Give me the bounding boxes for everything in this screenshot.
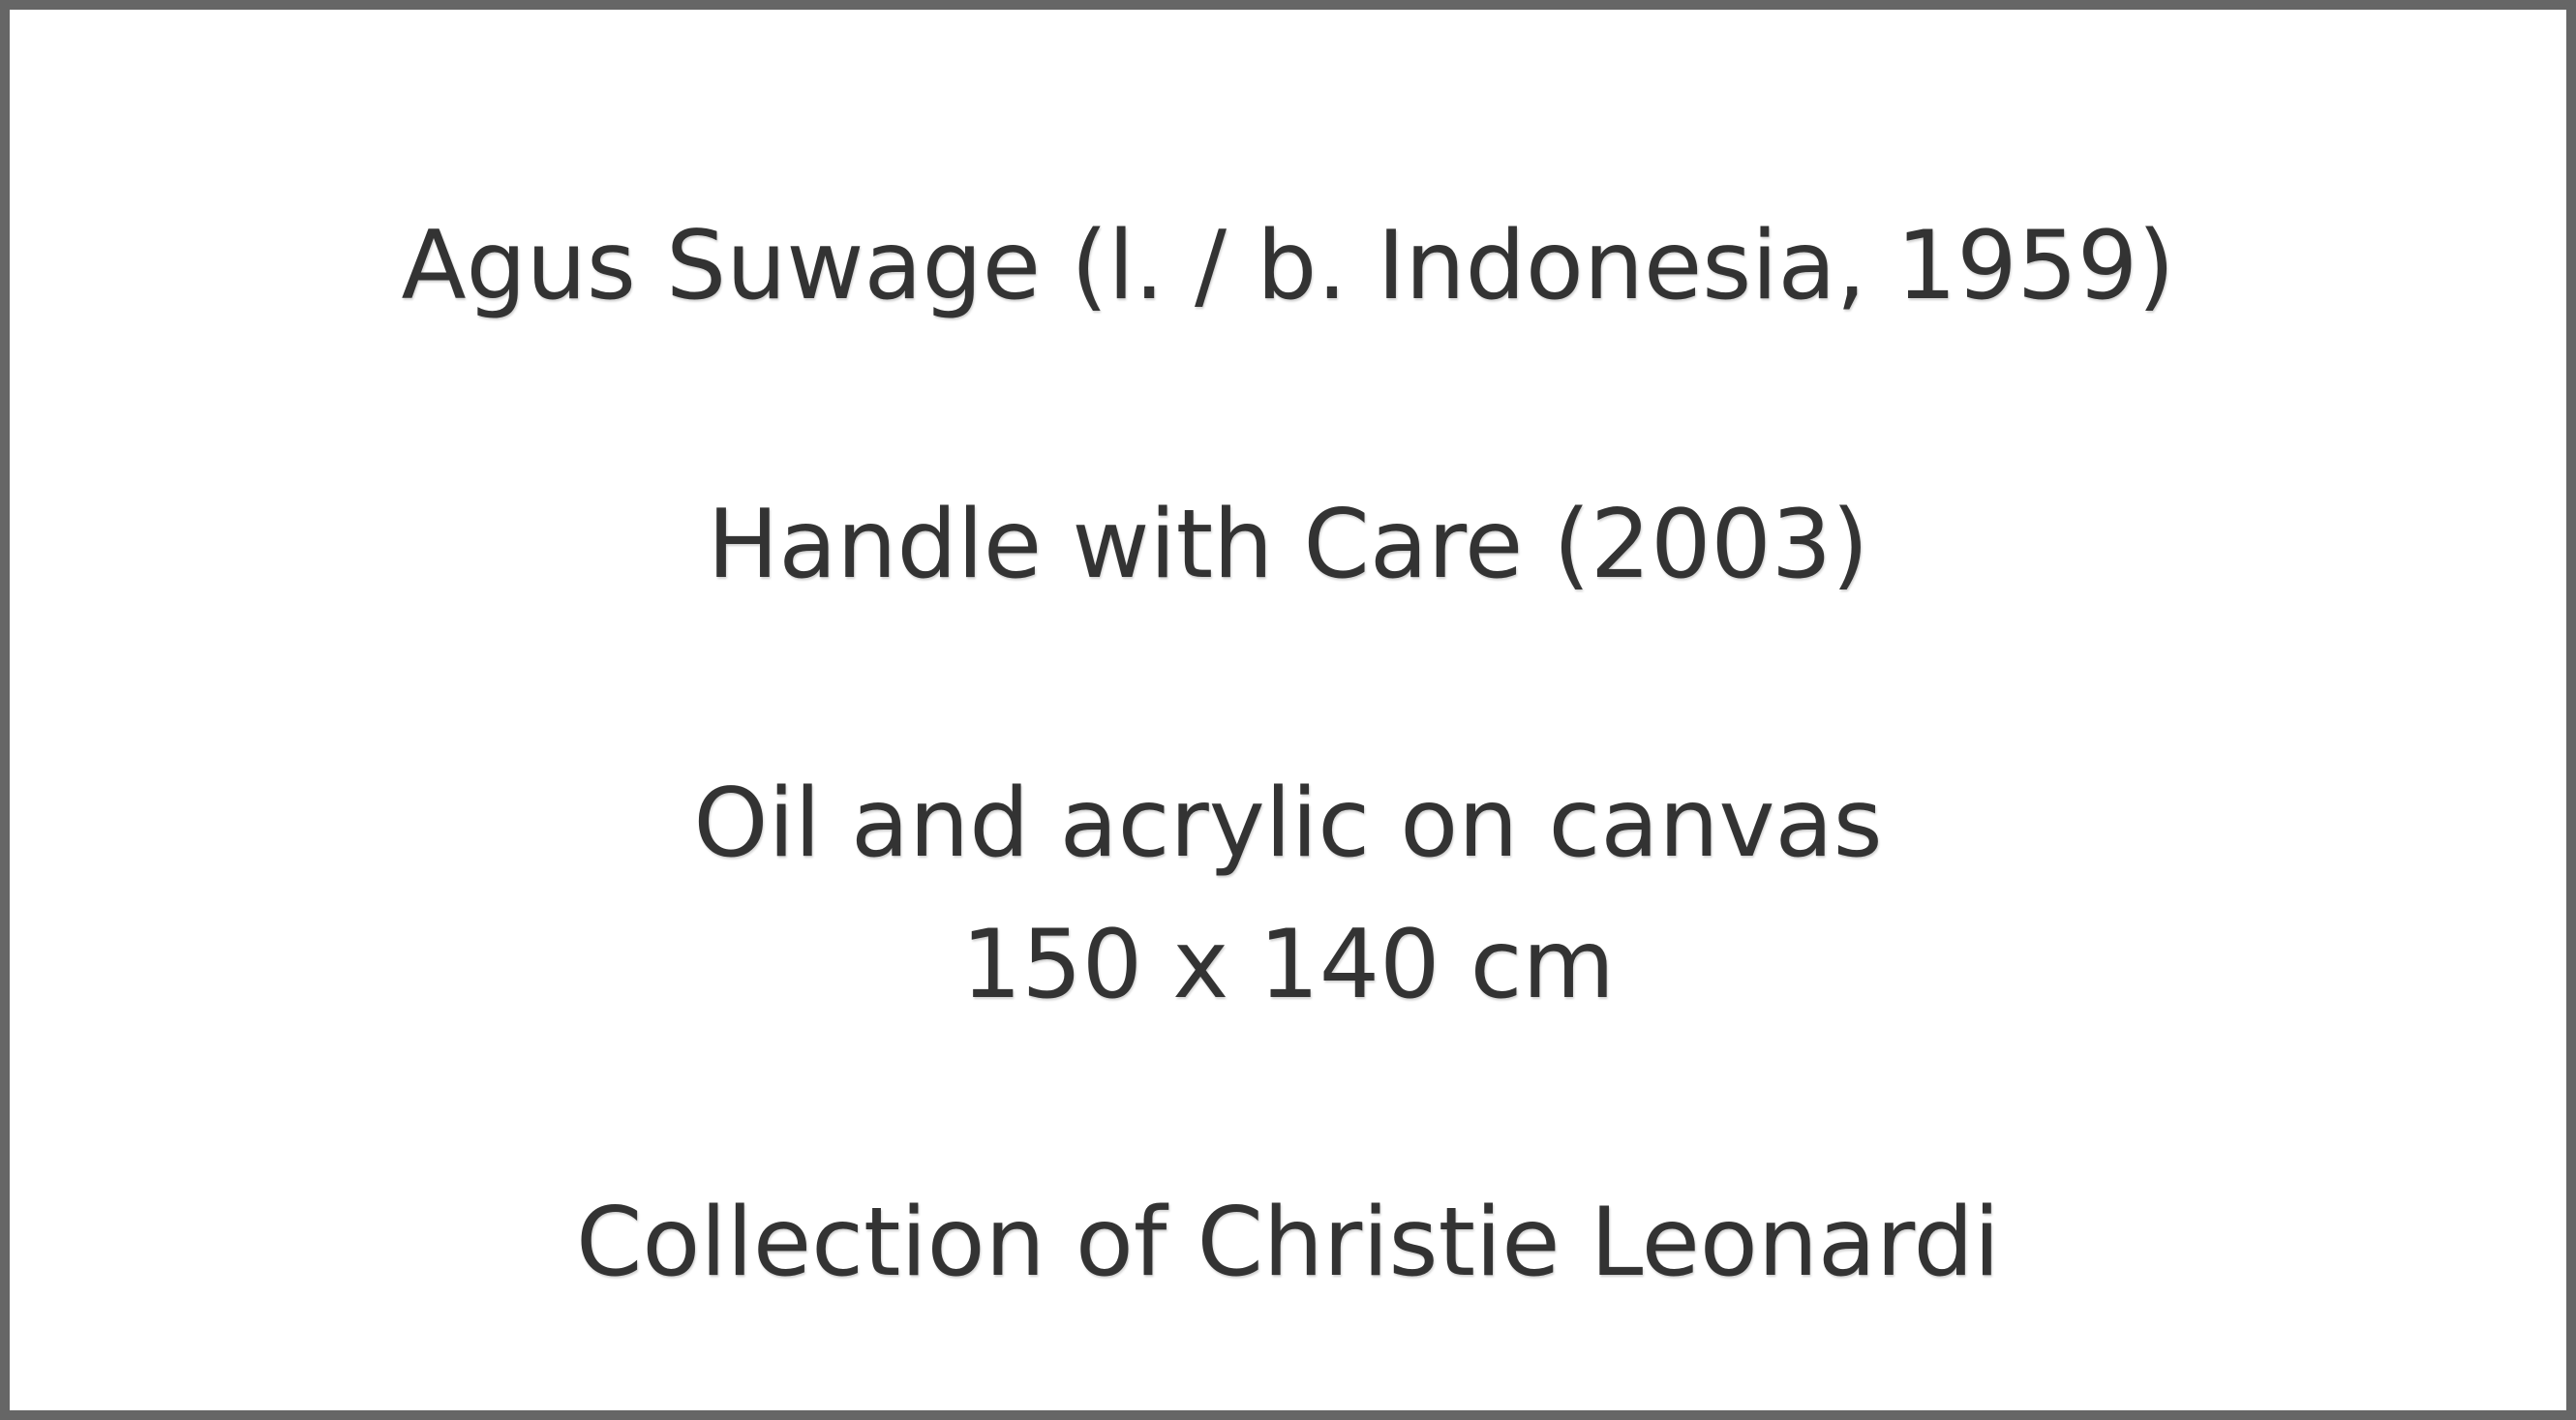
collection-credit: Collection of Christie Leonardi [575, 1188, 2000, 1298]
artwork-title: Handle with Care (2003) [707, 490, 1869, 600]
artist-line: Agus Suwage (l. / b. Indonesia, 1959) [401, 211, 2175, 321]
artwork-dimensions: 150 x 140 cm [961, 910, 1615, 1020]
artwork-medium: Oil and acrylic on canvas [693, 769, 1883, 879]
